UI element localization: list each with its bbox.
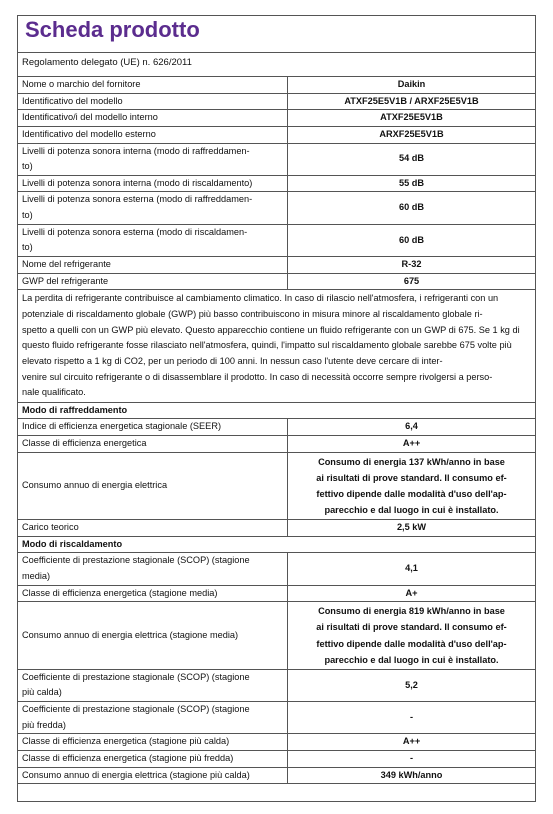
table-row	[18, 750, 536, 767]
row-label: Identificativo del modello esterno	[18, 126, 288, 143]
row-label: Consumo annuo di energia elettrica (stagione più calda)	[18, 767, 288, 784]
section-row	[18, 402, 536, 419]
row-label: Classe di efficienza energetica (stagione media)	[18, 585, 288, 602]
table-row	[18, 767, 536, 784]
product-table	[17, 76, 536, 784]
row-value: ATXF25E5V1B	[288, 110, 536, 127]
row-value: Consumo di energia 819 kWh/anno in base ai risultati di prove standard. Il consumo ef- fettivo dipende dalle modalità d'uso dell'ap- parecchio e dal luogo in cui è installato.	[288, 602, 536, 669]
regulation-reference: Regolamento delegato (UE) n. 626/2011	[17, 52, 536, 76]
row-label: Livelli di potenza sonora interna (modo di riscaldamento)	[18, 175, 288, 192]
table-row	[18, 553, 536, 585]
row-value: -	[288, 750, 536, 767]
table-row	[18, 143, 536, 175]
row-label: Classe di efficienza energetica (stagione più calda)	[18, 734, 288, 751]
row-label: GWP del refrigerante	[18, 273, 288, 290]
row-label: Consumo annuo di energia elettrica	[18, 452, 288, 519]
section-row	[18, 536, 536, 553]
row-value: Consumo di energia 137 kWh/anno in base ai risultati di prove standard. Il consumo ef- fettivo dipende dalle modalità d'uso dell'ap- parecchio e dal luogo in cui è installato.	[288, 452, 536, 519]
row-label: Coefficiente di prestazione stagionale (SCOP) (stagione media)	[18, 553, 288, 585]
row-label: Coefficiente di prestazione stagionale (SCOP) (stagione più fredda)	[18, 701, 288, 733]
table-row	[18, 520, 536, 537]
table-row	[18, 701, 536, 733]
table-row	[18, 175, 536, 192]
row-label: Indice di efficienza energetica stagionale (SEER)	[18, 419, 288, 436]
row-value: Daikin	[288, 77, 536, 94]
section-title-heating: Modo di riscaldamento	[18, 536, 536, 553]
row-value: A+	[288, 585, 536, 602]
table-row	[18, 93, 536, 110]
row-label: Coefficiente di prestazione stagionale (SCOP) (stagione più calda)	[18, 669, 288, 701]
row-value: ARXF25E5V1B	[288, 126, 536, 143]
table-row	[18, 669, 536, 701]
section-title-cooling: Modo di raffreddamento	[18, 402, 536, 419]
row-label: Livelli di potenza sonora interna (modo di raffreddamen- to)	[18, 143, 288, 175]
table-row	[18, 77, 536, 94]
row-label: Identificativo del modello	[18, 93, 288, 110]
row-label: Identificativo/i del modello interno	[18, 110, 288, 127]
table-row	[18, 419, 536, 436]
row-value: 6,4	[288, 419, 536, 436]
table-row	[18, 192, 536, 224]
table-row	[18, 452, 536, 519]
row-value: 2,5 kW	[288, 520, 536, 537]
row-label: Carico teorico	[18, 520, 288, 537]
table-row	[18, 734, 536, 751]
row-label: Livelli di potenza sonora esterna (modo di riscaldamen- to)	[18, 224, 288, 256]
table-row	[18, 273, 536, 290]
row-label: Classe di efficienza energetica	[18, 436, 288, 453]
row-value: -	[288, 701, 536, 733]
row-value: 4,1	[288, 553, 536, 585]
row-label: Consumo annuo di energia elettrica (stagione media)	[18, 602, 288, 669]
row-label: Nome o marchio del fornitore	[18, 77, 288, 94]
table-row	[18, 126, 536, 143]
refrigerant-note-row	[18, 290, 536, 402]
row-value: 60 dB	[288, 224, 536, 256]
table-row	[18, 224, 536, 256]
row-value: ATXF25E5V1B / ARXF25E5V1B	[288, 93, 536, 110]
row-label: Livelli di potenza sonora esterna (modo di raffreddamen- to)	[18, 192, 288, 224]
table-row	[18, 602, 536, 669]
page-title: Scheda prodotto	[25, 17, 200, 42]
row-value: 349 kWh/anno	[288, 767, 536, 784]
row-label: Nome del refrigerante	[18, 257, 288, 274]
row-label: Classe di efficienza energetica (stagione più fredda)	[18, 750, 288, 767]
table-row	[18, 585, 536, 602]
table-row	[18, 436, 536, 453]
row-value: 54 dB	[288, 143, 536, 175]
row-value: R-32	[288, 257, 536, 274]
table-row	[18, 257, 536, 274]
row-value: 5,2	[288, 669, 536, 701]
row-value: A++	[288, 436, 536, 453]
row-value: 55 dB	[288, 175, 536, 192]
row-value: 675	[288, 273, 536, 290]
refrigerant-note: La perdita di refrigerante contribuisce al cambiamento climatico. In caso di rilascio nell'atmosfera, i refrigeranti con un potenziale di riscaldamento globale (GWP) più basso contribuiscono in misura minore al riscaldamento globale ri- spetto a quelli con un GWP più elevato. Questo apparecchio contiene un fluido refrigerante con un GWP di 675. Se 1 kg di questo fluido refrigerante fosse rilasciato nell'atmosfera, quindi, l'impatto sul riscaldamento globale sarebbe 675 volte più elevato rispetto a 1 kg di CO2, per un periodo di 100 anni. In nessun caso l'utente deve cercare di inter- venire sul circuito refrigerante o di disassemblare il prodotto. In caso di necessità occorre sempre rivolgersi a perso- nale qualificato.	[18, 290, 536, 402]
row-value: A++	[288, 734, 536, 751]
row-value: 60 dB	[288, 192, 536, 224]
table-row	[18, 110, 536, 127]
